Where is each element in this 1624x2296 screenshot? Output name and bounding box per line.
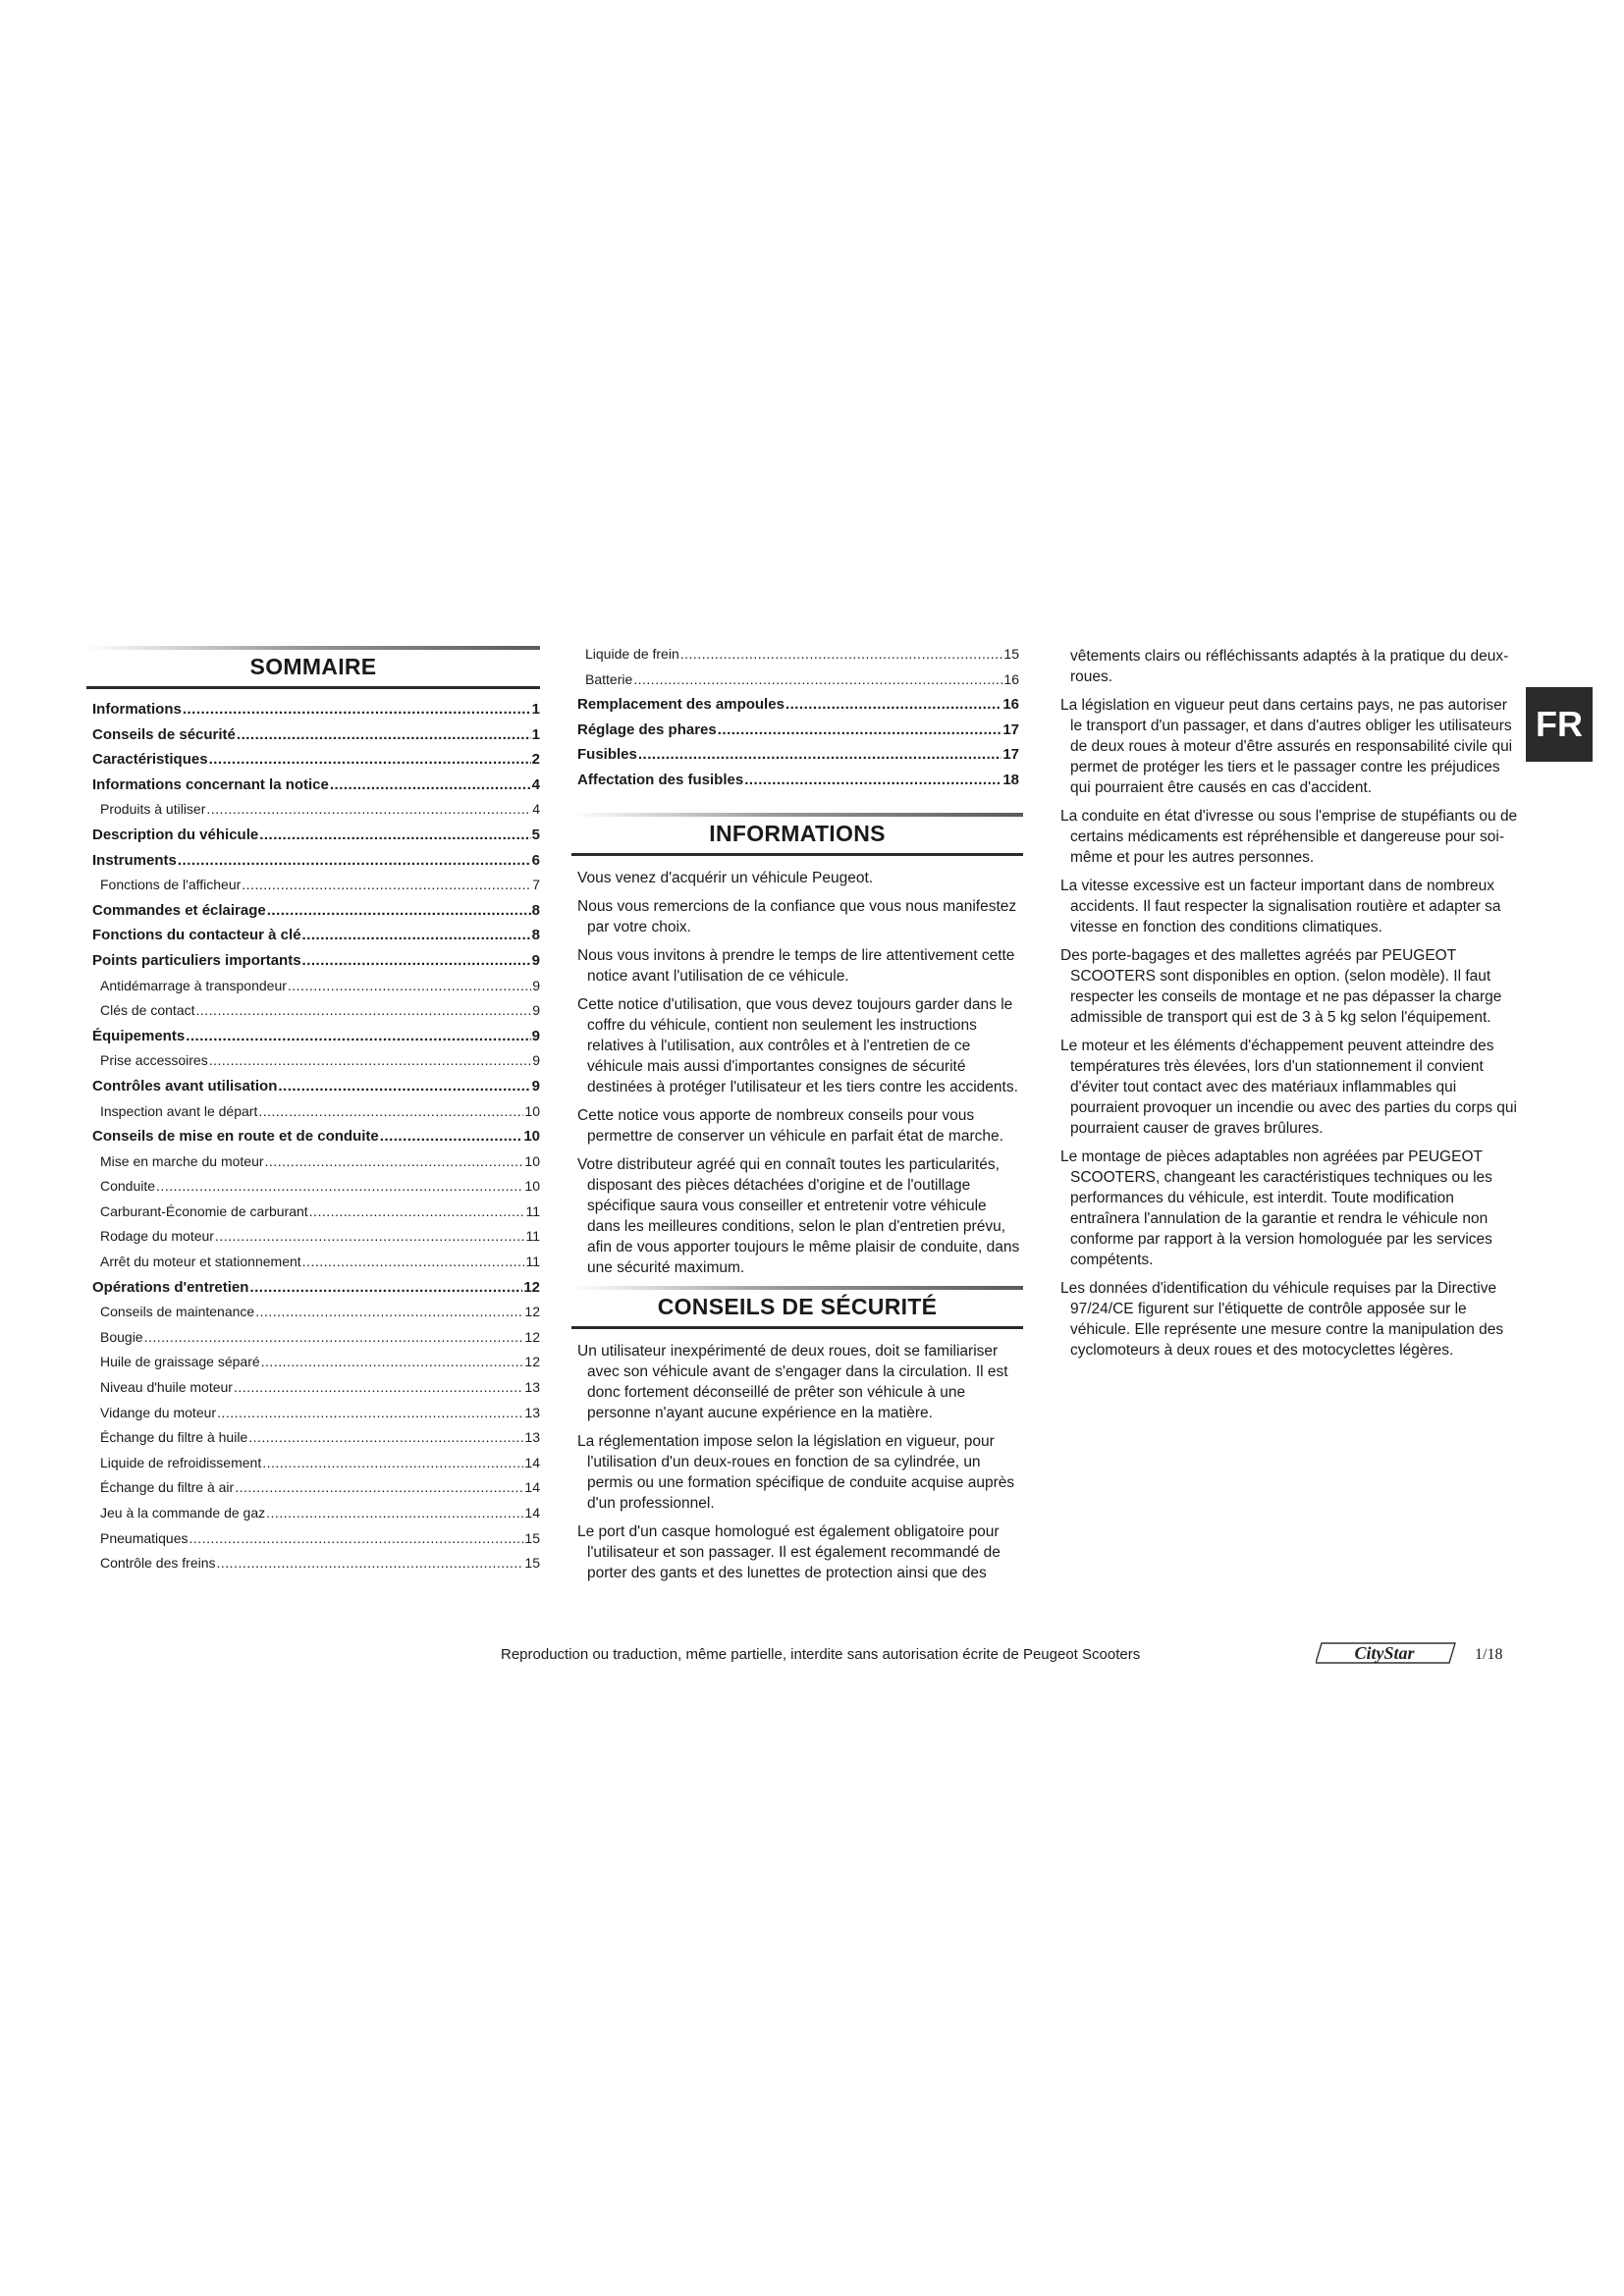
toc-entry: [86, 1354, 540, 1379]
toc-entry-label: Informations concernant la notice: [92, 775, 329, 793]
paragraph: Nous vous invitons à prendre le temps de lire attentivement cette notice avant l'utilisation de ce véhicule.: [577, 946, 1015, 985]
toc-entry-page: 14: [524, 1479, 540, 1496]
toc-entry: [86, 1002, 540, 1028]
toc-leader-dots: [259, 827, 530, 843]
toc-leader-dots: [262, 1455, 523, 1470]
toc-leader-dots: [744, 772, 1001, 788]
toc-entry: [86, 726, 540, 752]
toc-leader-dots: [255, 1304, 523, 1319]
paragraph: La conduite en état d'ivresse ou sous l'emprise de stupéfiants ou de certains médicaments est répréhensible et dangereuse pour soi-même et pour les autres personnes.: [1060, 808, 1518, 866]
paragraph: Votre distributeur agréé qui en connaît toutes les particularités, disposant des pièces détachées d'origine et de l'outillage spécifique saura vous conseiller et entretenir votre véhicule dans les meilleures conditions, selon le plan d'entretien prévu, afin de vous apporter toujours le même plaisir de conduite, dans une sécurité maximum.: [577, 1155, 1020, 1276]
paragraph: Cette notice d'utilisation, que vous devez toujours garder dans le coffre du véhicule, contient non seulement les instructions relatives à l'utilisation, aux contrôles et à l'entretien de ce véhicule mais aussi d'importantes consignes de sécurité destinées à protéger l'utilisateur et les tiers contre les accidents.: [577, 995, 1018, 1095]
toc-leader-dots: [178, 852, 531, 869]
toc-leader-dots: [209, 1052, 532, 1068]
toc-leader-dots: [196, 1002, 532, 1018]
informations-heading: INFORMATIONS: [571, 813, 1023, 856]
toc-entry-page: 9: [532, 1052, 540, 1069]
toc-entry: [86, 902, 540, 928]
toc-entry: [86, 1153, 540, 1179]
toc-leader-dots: [186, 1028, 530, 1044]
toc-leader-dots: [278, 1078, 530, 1095]
toc-entry-label: Points particuliers importants: [92, 951, 301, 969]
toc-entry-page: 18: [1002, 771, 1019, 788]
toc-leader-dots: [206, 801, 531, 817]
toc-entry-label: Échange du filtre à air: [100, 1479, 235, 1496]
toc-entry: [86, 1479, 540, 1505]
paragraph: Les données d'identification du véhicule requises par la Directive 97/24/CE figurent sur l'étiquette de contrôle apposée sur le véhicule. Elle représente une mesure contre la manipulation des cyclomoteurs à deux roues et des motocyclettes légères.: [1060, 1280, 1504, 1359]
toc-entry: [86, 927, 540, 952]
toc-entry-page: 1: [531, 725, 540, 743]
toc-entry-label: Liquide de refroidissement: [100, 1454, 262, 1470]
conseils-body: [571, 1341, 1023, 1583]
toc-leader-dots: [248, 1429, 523, 1445]
toc-entry-page: 15: [524, 1529, 540, 1546]
toc-entry: [86, 877, 540, 902]
toc-leader-dots: [680, 646, 1003, 662]
toc-entry-page: 15: [524, 1555, 540, 1572]
toc-leader-dots: [234, 1379, 523, 1395]
toc-entry-page: 8: [531, 901, 540, 919]
toc-entry: [86, 1379, 540, 1405]
toc-leader-dots: [237, 726, 531, 743]
toc-leader-dots: [261, 1354, 524, 1369]
toc-entry-label: Conduite: [100, 1178, 156, 1195]
toc-entry-label: Remplacement des ampoules: [577, 696, 785, 714]
toc-entry-page: 9: [532, 1002, 540, 1019]
page-number: 1/18: [1475, 1646, 1503, 1663]
toc-entry: [86, 1279, 540, 1305]
toc-entry-page: 11: [525, 1202, 540, 1219]
toc-leader-dots: [309, 1203, 525, 1219]
paragraph: La vitesse excessive est un facteur important dans de nombreux accidents. Il faut respecter la signalisation routière et adapter sa vitesse en fonction des conditions climatiques.: [1060, 878, 1501, 935]
toc-entry-label: Caractéristiques: [92, 751, 208, 769]
toc-entry-label: Liquide de frein: [585, 646, 679, 662]
toc-leader-dots: [144, 1329, 524, 1345]
paragraph: Le port d'un casque homologué est également obligatoire pour l'utilisateur et son passager. Il est également recommandé de porter des gants et des lunettes de protection ainsi que des: [577, 1522, 1001, 1581]
toc-leader-dots: [302, 952, 531, 969]
toc-entry-page: 17: [1002, 721, 1019, 738]
toc-entry-page: 13: [524, 1379, 540, 1396]
toc-entry: [86, 827, 540, 852]
toc-leader-dots: [267, 902, 531, 919]
toc-entry-label: Contrôles avant utilisation: [92, 1077, 278, 1095]
toc-leader-dots: [302, 927, 531, 943]
toc-entry: [86, 1455, 540, 1480]
toc-entry-label: Huile de graissage séparé: [100, 1354, 260, 1370]
toc-entry-label: Prise accessoires: [100, 1052, 208, 1069]
toc-leader-dots: [242, 877, 531, 892]
informations-body: [571, 868, 1023, 1278]
toc-entry-page: 4: [532, 801, 540, 818]
toc-entry: [86, 1329, 540, 1355]
left-column: [86, 646, 540, 1580]
toc-entry-label: Conseils de sécurité: [92, 725, 236, 743]
toc-entry: [86, 801, 540, 827]
toc-entry-page: 10: [523, 1128, 540, 1146]
toc-entry-label: Description du véhicule: [92, 826, 259, 843]
toc-entry: [571, 721, 1023, 747]
toc-entry: [86, 1078, 540, 1103]
toc-entry-page: 11: [525, 1228, 540, 1245]
paragraph: Le montage de pièces adaptables non agréées par PEUGEOT SCOOTERS, changeant les caractéristiques techniques ou les performances du véhicule, est interdit. Toute modification entraînera l'annulation de la garantie et rendra le véhicule non conforme par rapport à la version homologuée par les services compétents.: [1060, 1148, 1492, 1268]
toc-entry-page: 13: [524, 1404, 540, 1420]
toc-entry: [571, 772, 1023, 797]
toc-entry-label: Informations: [92, 701, 182, 718]
toc-entry-page: 13: [524, 1429, 540, 1446]
toc-entry: [86, 1555, 540, 1580]
toc-entry: [86, 1103, 540, 1129]
toc-entry-page: 9: [531, 951, 540, 969]
toc-entry: [86, 978, 540, 1003]
table-of-contents-continued: [571, 646, 1023, 797]
paragraph: Des porte-bagages et des mallettes agréés par PEUGEOT SCOOTERS sont disponibles en option. (selon modèle). Il faut respecter les conseils de montage et ne pas dépasser la charge admissible de transport qui est de 3 à 5 kg selon l'équipement.: [1060, 947, 1502, 1026]
toc-entry-page: 14: [524, 1505, 540, 1521]
toc-entry: [86, 1405, 540, 1430]
toc-entry-label: Équipements: [92, 1027, 186, 1044]
paragraph: Un utilisateur inexpérimenté de deux roues, doit se familiariser avec son véhicule avant de s'engager dans la circulation. Il est donc fortement déconseillé de prêter son véhicule à une personne n'ayant aucune expérience en la matière.: [577, 1342, 1008, 1421]
middle-column: [571, 646, 1023, 1591]
toc-entry-page: 12: [524, 1354, 540, 1370]
toc-entry: [86, 1028, 540, 1053]
toc-entry: [86, 1128, 540, 1153]
toc-leader-dots: [718, 721, 1002, 738]
toc-leader-dots: [266, 1505, 523, 1521]
toc-leader-dots: [302, 1254, 525, 1269]
toc-leader-dots: [638, 746, 1001, 763]
toc-entry-page: 11: [525, 1254, 540, 1270]
toc-entry-page: 8: [531, 927, 540, 944]
toc-entry: [86, 701, 540, 726]
toc-entry-page: 14: [524, 1454, 540, 1470]
toc-entry-page: 6: [531, 851, 540, 869]
toc-entry: [86, 1203, 540, 1229]
toc-entry-page: 4: [531, 775, 540, 793]
toc-entry-label: Contrôle des freins: [100, 1555, 216, 1572]
toc-entry-label: Carburant-Économie de carburant: [100, 1202, 308, 1219]
toc-entry-label: Conseils de mise en route et de conduite: [92, 1128, 379, 1146]
toc-leader-dots: [258, 1103, 523, 1119]
toc-entry: [86, 1052, 540, 1078]
paragraph: La législation en vigueur peut dans certains pays, ne pas autoriser le transport d'un passager, et dans d'autres obliger les utilisateurs de deux roues à moteur d'être assurés en responsabilité civile qui permet de protéger les tiers et le passager contre les préjudices qui pourraient être causés en cas d'accident.: [1060, 697, 1513, 796]
toc-entry-label: Inspection avant le départ: [100, 1102, 258, 1119]
toc-entry: [86, 852, 540, 878]
footer-copyright: Reproduction ou traduction, même partielle, interdite sans autorisation écrite de Peugeot Scooters: [501, 1646, 1141, 1663]
toc-entry-page: 5: [531, 826, 540, 843]
toc-entry-page: 12: [524, 1304, 540, 1320]
toc-entry: [571, 746, 1023, 772]
language-tab: FR: [1526, 687, 1593, 762]
paragraph: vêtements clairs ou réfléchissants adaptés à la pratique du deux-roues.: [1070, 648, 1509, 685]
toc-leader-dots: [189, 1530, 524, 1546]
toc-entry-label: Instruments: [92, 851, 177, 869]
toc-entry-label: Rodage du moteur: [100, 1228, 214, 1245]
toc-entry-page: 10: [524, 1178, 540, 1195]
table-of-contents: [86, 701, 540, 1580]
toc-entry-label: Conseils de maintenance: [100, 1304, 255, 1320]
paragraph: Nous vous remercions de la confiance que vous nous manifestez par votre choix.: [577, 897, 1017, 935]
toc-entry-page: 9: [531, 1077, 540, 1095]
toc-entry: [86, 1505, 540, 1530]
toc-entry-page: 2: [531, 751, 540, 769]
toc-leader-dots: [633, 671, 1002, 687]
toc-leader-dots: [380, 1128, 523, 1145]
toc-entry-label: Arrêt du moteur et stationnement: [100, 1254, 301, 1270]
toc-entry-label: Clés de contact: [100, 1002, 195, 1019]
toc-entry-label: Affectation des fusibles: [577, 771, 744, 788]
toc-entry-page: 9: [532, 977, 540, 993]
toc-entry-label: Bougie: [100, 1328, 143, 1345]
toc-leader-dots: [288, 978, 531, 993]
toc-entry-page: 12: [524, 1328, 540, 1345]
paragraph: La réglementation impose selon la législation en vigueur, pour l'utilisation d'un deux-roues en fonction de sa cylindrée, un permis ou une formation spécifique de conduite acquise auprès d'un professionnel.: [577, 1432, 1015, 1512]
toc-entry-page: 16: [1003, 670, 1019, 687]
toc-entry-page: 15: [1003, 646, 1019, 662]
toc-leader-dots: [209, 751, 531, 768]
toc-entry-label: Pneumatiques: [100, 1529, 189, 1546]
toc-entry: [86, 751, 540, 776]
toc-entry-page: 12: [523, 1278, 540, 1296]
toc-entry: [86, 1304, 540, 1329]
toc-leader-dots: [215, 1228, 524, 1244]
paragraph: Le moteur et les éléments d'échappement peuvent atteindre des températures très élevées, lors d'un stationnement il convient d'éviter tout contact avec des matériaux inflammables qui pourraient provoquer un incendie ou avec des parties du corps qui pourraient causer de graves brûlures.: [1060, 1038, 1517, 1137]
toc-entry: [86, 1228, 540, 1254]
toc-entry-label: Produits à utiliser: [100, 801, 206, 818]
toc-leader-dots: [785, 696, 1001, 713]
toc-entry-page: 9: [531, 1027, 540, 1044]
paragraph: Cette notice vous apporte de nombreux conseils pour vous permettre de conserver un véhicule en parfait état de marche.: [577, 1106, 1003, 1145]
toc-entry: [86, 952, 540, 978]
sommaire-heading: SOMMAIRE: [86, 646, 540, 689]
toc-entry-page: 10: [524, 1102, 540, 1119]
paragraph: Vous venez d'acquérir un véhicule Peugeot.: [577, 869, 874, 886]
toc-leader-dots: [330, 776, 531, 793]
toc-leader-dots: [156, 1178, 523, 1194]
toc-entry: [86, 1429, 540, 1455]
toc-entry-page: 10: [524, 1152, 540, 1169]
toc-entry: [86, 1530, 540, 1556]
toc-entry-label: Fonctions du contacteur à clé: [92, 927, 301, 944]
toc-leader-dots: [235, 1479, 523, 1495]
toc-entry: [86, 1254, 540, 1279]
toc-entry-label: Échange du filtre à huile: [100, 1429, 248, 1446]
citystar-logo: [1316, 1639, 1461, 1667]
toc-entry-page: 7: [532, 877, 540, 893]
toc-entry: [571, 646, 1023, 671]
toc-entry-label: Niveau d'huile moteur: [100, 1379, 233, 1396]
toc-entry-label: Mise en marche du moteur: [100, 1152, 264, 1169]
toc-leader-dots: [265, 1153, 524, 1169]
toc-entry-page: 16: [1002, 696, 1019, 714]
toc-entry: [571, 696, 1023, 721]
toc-entry-label: Commandes et éclairage: [92, 901, 266, 919]
toc-entry: [86, 1178, 540, 1203]
toc-entry-label: Vidange du moteur: [100, 1404, 217, 1420]
toc-entry-label: Fusibles: [577, 746, 637, 764]
toc-entry-label: Batterie: [585, 670, 633, 687]
toc-leader-dots: [217, 1555, 524, 1571]
toc-entry: [86, 776, 540, 802]
toc-entry-page: 1: [531, 701, 540, 718]
toc-entry-label: Fonctions de l'afficheur: [100, 877, 242, 893]
toc-entry-label: Réglage des phares: [577, 721, 717, 738]
conseils-heading: CONSEILS DE SÉCURITÉ: [571, 1286, 1023, 1329]
svg-text:CityStar: CityStar: [1354, 1643, 1415, 1663]
toc-entry-label: Jeu à la commande de gaz: [100, 1505, 266, 1521]
toc-entry: [571, 671, 1023, 697]
toc-entry-label: Antidémarrage à transpondeur: [100, 977, 287, 993]
right-column: [1058, 646, 1520, 1368]
toc-leader-dots: [249, 1279, 522, 1296]
toc-leader-dots: [183, 701, 531, 718]
toc-leader-dots: [217, 1405, 523, 1420]
toc-entry-page: 17: [1002, 746, 1019, 764]
toc-entry-label: Opérations d'entretien: [92, 1278, 249, 1296]
